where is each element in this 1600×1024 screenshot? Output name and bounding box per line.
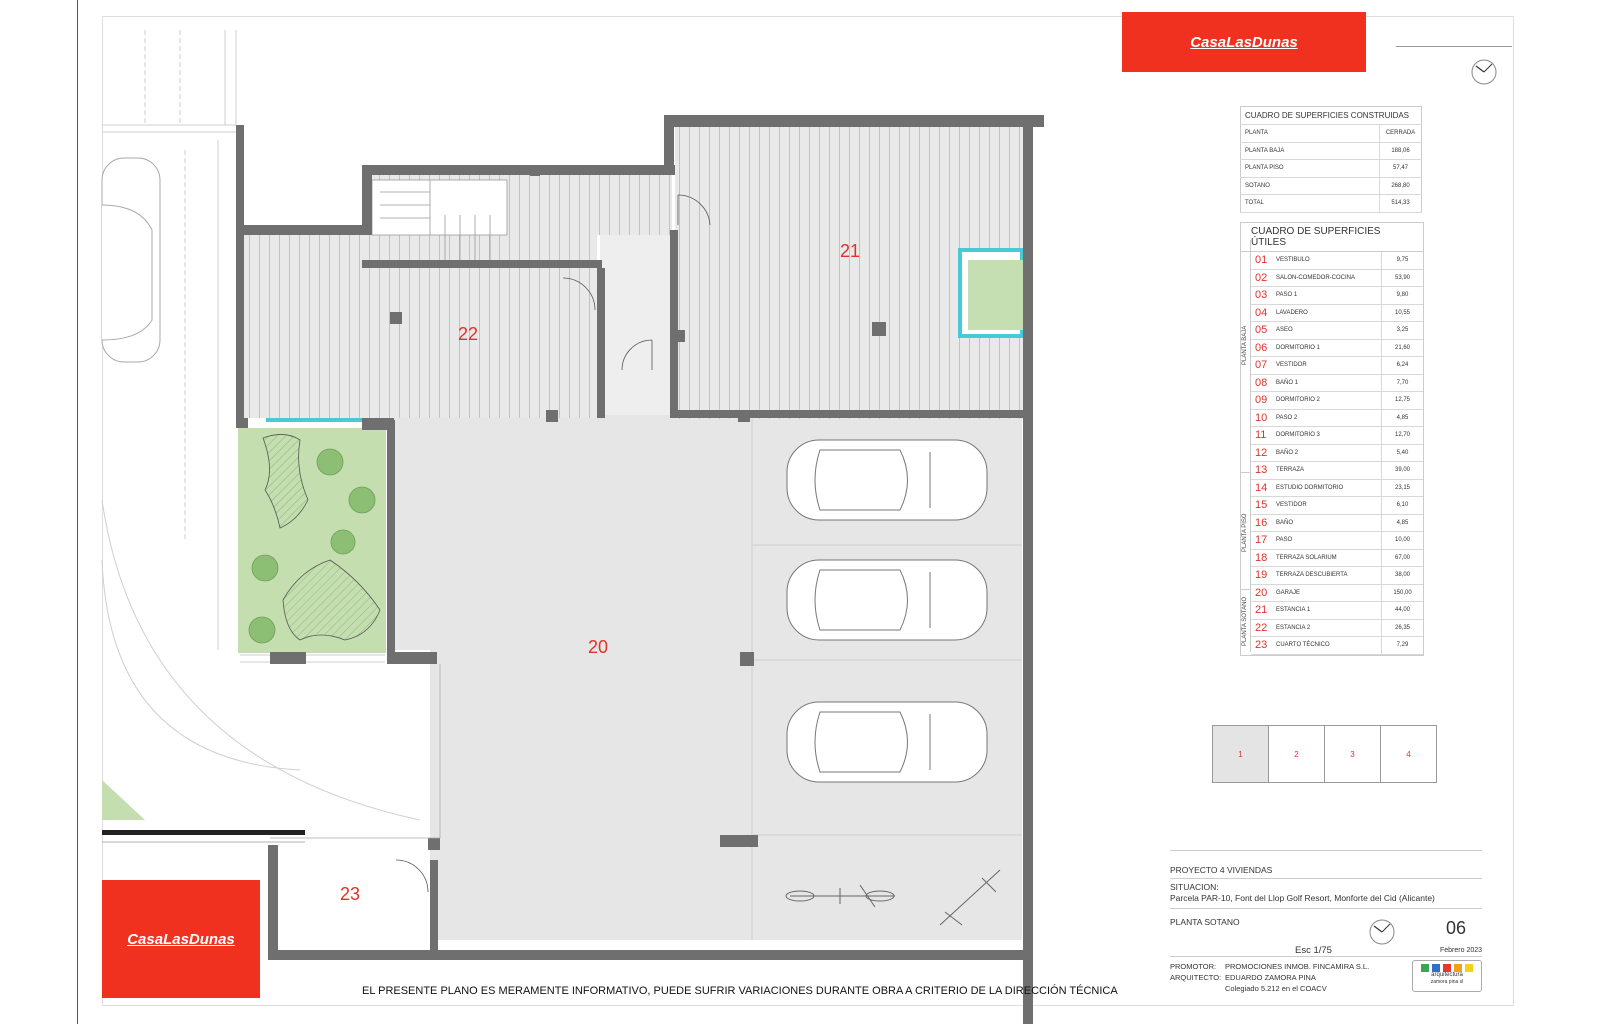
table-row: [1251, 514, 1423, 532]
table-row: [1251, 619, 1423, 637]
row-name: BAÑO: [1272, 514, 1382, 532]
row-number: 13: [1251, 462, 1272, 480]
table-cell: PLANTA PISO: [1241, 160, 1380, 178]
row-number: 19: [1251, 567, 1272, 585]
logo-dot: [1443, 964, 1451, 972]
row-number: 09: [1251, 392, 1272, 410]
row-value: 53,90: [1382, 269, 1424, 287]
logo-dot: [1432, 964, 1440, 972]
row-value: 12,70: [1382, 427, 1424, 445]
row-name: DORMITORIO 3: [1272, 427, 1382, 445]
row-name: VESTIDOR: [1272, 357, 1382, 375]
row-name: BAÑO 1: [1272, 374, 1382, 392]
row-value: 7,29: [1382, 637, 1424, 655]
car-icon: [787, 560, 987, 640]
row-value: 10,00: [1382, 532, 1424, 550]
row-number: 01: [1251, 252, 1272, 269]
brand-logo-bottom: CasaLasDunas: [102, 880, 260, 998]
row-name: LAVADERO: [1272, 304, 1382, 322]
row-name: TERRAZA SOLARIUM: [1272, 549, 1382, 567]
scale: Esc 1/75: [1295, 945, 1332, 956]
logo-dot: [1454, 964, 1462, 972]
row-name: ESTUDIO DORMITORIO: [1272, 479, 1382, 497]
table-row: [1251, 549, 1423, 567]
project-title: PROYECTO 4 VIVIENDAS: [1170, 865, 1273, 875]
row-number: 22: [1251, 619, 1272, 637]
table-cell: SOTANO: [1241, 177, 1380, 195]
row-name: TERRAZA DESCUBIERTA: [1272, 567, 1382, 585]
north-arrow-icon: [1470, 58, 1498, 86]
row-name: ESTANCIA 2: [1272, 619, 1382, 637]
built-surfaces-table: [1240, 106, 1422, 213]
room-label-22: 22: [458, 324, 479, 344]
row-value: 12,75: [1382, 392, 1424, 410]
table-row: [1251, 462, 1423, 480]
row-name: ESTANCIA 1: [1272, 602, 1382, 620]
table-row: [1251, 602, 1423, 620]
row-number: 20: [1251, 584, 1272, 602]
useful-table-title: CUADRO DE SUPERFICIES ÚTILES: [1241, 223, 1423, 252]
car-icon: [787, 702, 987, 782]
row-name: CUARTO TÉCNICO: [1272, 637, 1382, 655]
row-value: 26,35: [1382, 619, 1424, 637]
row-value: 6,10: [1382, 497, 1424, 515]
table-cell: PLANTA BAJA: [1241, 142, 1380, 160]
row-value: 67,00: [1382, 549, 1424, 567]
table-row: [1251, 584, 1423, 602]
promoter-label: PROMOTOR:: [1170, 962, 1217, 971]
table-row: [1251, 409, 1423, 427]
table-row: [1251, 392, 1423, 410]
north-arrow-icon: [1368, 918, 1396, 946]
room-label-20: 20: [588, 637, 609, 657]
architect-logo: arquitectura zamora pina sl: [1412, 960, 1482, 992]
group-label-planta-piso: PLANTA PISO: [1242, 513, 1248, 552]
row-value: 9,80: [1382, 287, 1424, 305]
table-row: [1251, 322, 1423, 340]
row-number: 23: [1251, 637, 1272, 655]
table-row: [1251, 374, 1423, 392]
table-cell: 57,47: [1380, 160, 1422, 178]
built-table-col1: PLANTA: [1241, 125, 1380, 143]
key-plan: [1212, 725, 1437, 783]
row-number: 08: [1251, 374, 1272, 392]
room-label-23: 23: [340, 884, 361, 904]
row-value: 38,00: [1382, 567, 1424, 585]
row-name: SALON-COMEDOR-COCINA: [1272, 269, 1382, 287]
table-row: [1251, 252, 1423, 269]
useful-table-rows: [1251, 252, 1423, 655]
built-table-col2: CERRADA: [1380, 125, 1422, 143]
logo-dot: [1465, 964, 1473, 972]
row-value: 39,00: [1382, 462, 1424, 480]
table-row: [1251, 479, 1423, 497]
row-number: 10: [1251, 409, 1272, 427]
row-value: 9,75: [1382, 252, 1424, 269]
row-value: 44,00: [1382, 602, 1424, 620]
row-number: 21: [1251, 602, 1272, 620]
table-row: [1251, 304, 1423, 322]
row-value: 150,00: [1382, 584, 1424, 602]
car-icon: [102, 158, 160, 362]
useful-surfaces-table: [1240, 222, 1424, 656]
promoter: PROMOCIONES INMOB. FINCAMIRA S.L.: [1225, 962, 1370, 971]
architect-registration: Colegiado 5.212 en el COACV: [1225, 984, 1327, 993]
row-value: 5,40: [1382, 444, 1424, 462]
key-plan-cell: 2: [1269, 725, 1325, 783]
row-name: PASO 2: [1272, 409, 1382, 427]
row-value: 4,85: [1382, 409, 1424, 427]
row-number: 03: [1251, 287, 1272, 305]
table-cell: 268,80: [1380, 177, 1422, 195]
key-plan-cell: 4: [1381, 725, 1437, 783]
key-plan-cell: 1: [1212, 725, 1269, 783]
row-value: 10,55: [1382, 304, 1424, 322]
sheet-name: PLANTA SOTANO: [1170, 917, 1240, 927]
row-value: 3,25: [1382, 322, 1424, 340]
built-table-title: CUADRO DE SUPERFICIES CONSTRUIDAS: [1241, 107, 1422, 125]
table-row: [1251, 444, 1423, 462]
row-name: ASEO: [1272, 322, 1382, 340]
row-number: 02: [1251, 269, 1272, 287]
row-number: 17: [1251, 532, 1272, 550]
group-label-planta-sotano: PLANTA SOTANO: [1242, 596, 1248, 646]
row-value: 6,24: [1382, 357, 1424, 375]
car-icon: [787, 440, 987, 520]
row-number: 12: [1251, 444, 1272, 462]
row-value: 4,85: [1382, 514, 1424, 532]
row-number: 18: [1251, 549, 1272, 567]
architect: EDUARDO ZAMORA PINA: [1225, 973, 1316, 982]
row-number: 04: [1251, 304, 1272, 322]
architect-label: ARQUITECTO:: [1170, 973, 1222, 982]
brand-logo-top: CasaLasDunas: [1122, 12, 1366, 72]
group-label-planta-baja: PLANTA BAJA: [1242, 325, 1248, 365]
table-row: [1251, 497, 1423, 515]
row-value: 7,70: [1382, 374, 1424, 392]
table-row: [1251, 427, 1423, 445]
table-cell: 188,06: [1380, 142, 1422, 160]
row-number: 16: [1251, 514, 1272, 532]
row-number: 06: [1251, 339, 1272, 357]
table-cell: TOTAL: [1241, 195, 1380, 213]
row-number: 07: [1251, 357, 1272, 375]
table-row: [1251, 269, 1423, 287]
sheet-number: 06: [1446, 918, 1467, 938]
row-value: 21,60: [1382, 339, 1424, 357]
row-name: GARAJE: [1272, 584, 1382, 602]
row-name: VESTIBULO: [1272, 252, 1382, 269]
disclaimer: EL PRESENTE PLANO ES MERAMENTE INFORMATIVO, PUEDE SUFRIR VARIACIONES DURANTE OBRA A CRITERIO DE LA DIRECCIÓN TÉCNICA: [362, 985, 1118, 997]
row-name: PASO 1: [1272, 287, 1382, 305]
row-name: TERRAZA: [1272, 462, 1382, 480]
row-number: 11: [1251, 427, 1272, 445]
table-row: [1251, 357, 1423, 375]
row-name: DORMITORIO 2: [1272, 392, 1382, 410]
row-name: PASO: [1272, 532, 1382, 550]
date: Febrero 2023: [1440, 947, 1483, 954]
table-row: [1251, 339, 1423, 357]
situation-text: Parcela PAR-10, Font del Llop Golf Resort, Monforte del Cid (Alicante): [1170, 893, 1435, 903]
logo-dot: [1421, 964, 1429, 972]
table-cell: 514,33: [1380, 195, 1422, 213]
table-row: [1251, 532, 1423, 550]
row-value: 23,15: [1382, 479, 1424, 497]
table-row: [1251, 637, 1423, 655]
row-number: 15: [1251, 497, 1272, 515]
situation-label: SITUACION:: [1170, 882, 1219, 892]
table-row: [1251, 567, 1423, 585]
row-number: 14: [1251, 479, 1272, 497]
row-name: VESTIDOR: [1272, 497, 1382, 515]
row-name: DORMITORIO 1: [1272, 339, 1382, 357]
room-label-21: 21: [840, 241, 861, 261]
row-number: 05: [1251, 322, 1272, 340]
row-name: BAÑO 2: [1272, 444, 1382, 462]
key-plan-cell: 3: [1325, 725, 1381, 783]
table-row: [1251, 287, 1423, 305]
